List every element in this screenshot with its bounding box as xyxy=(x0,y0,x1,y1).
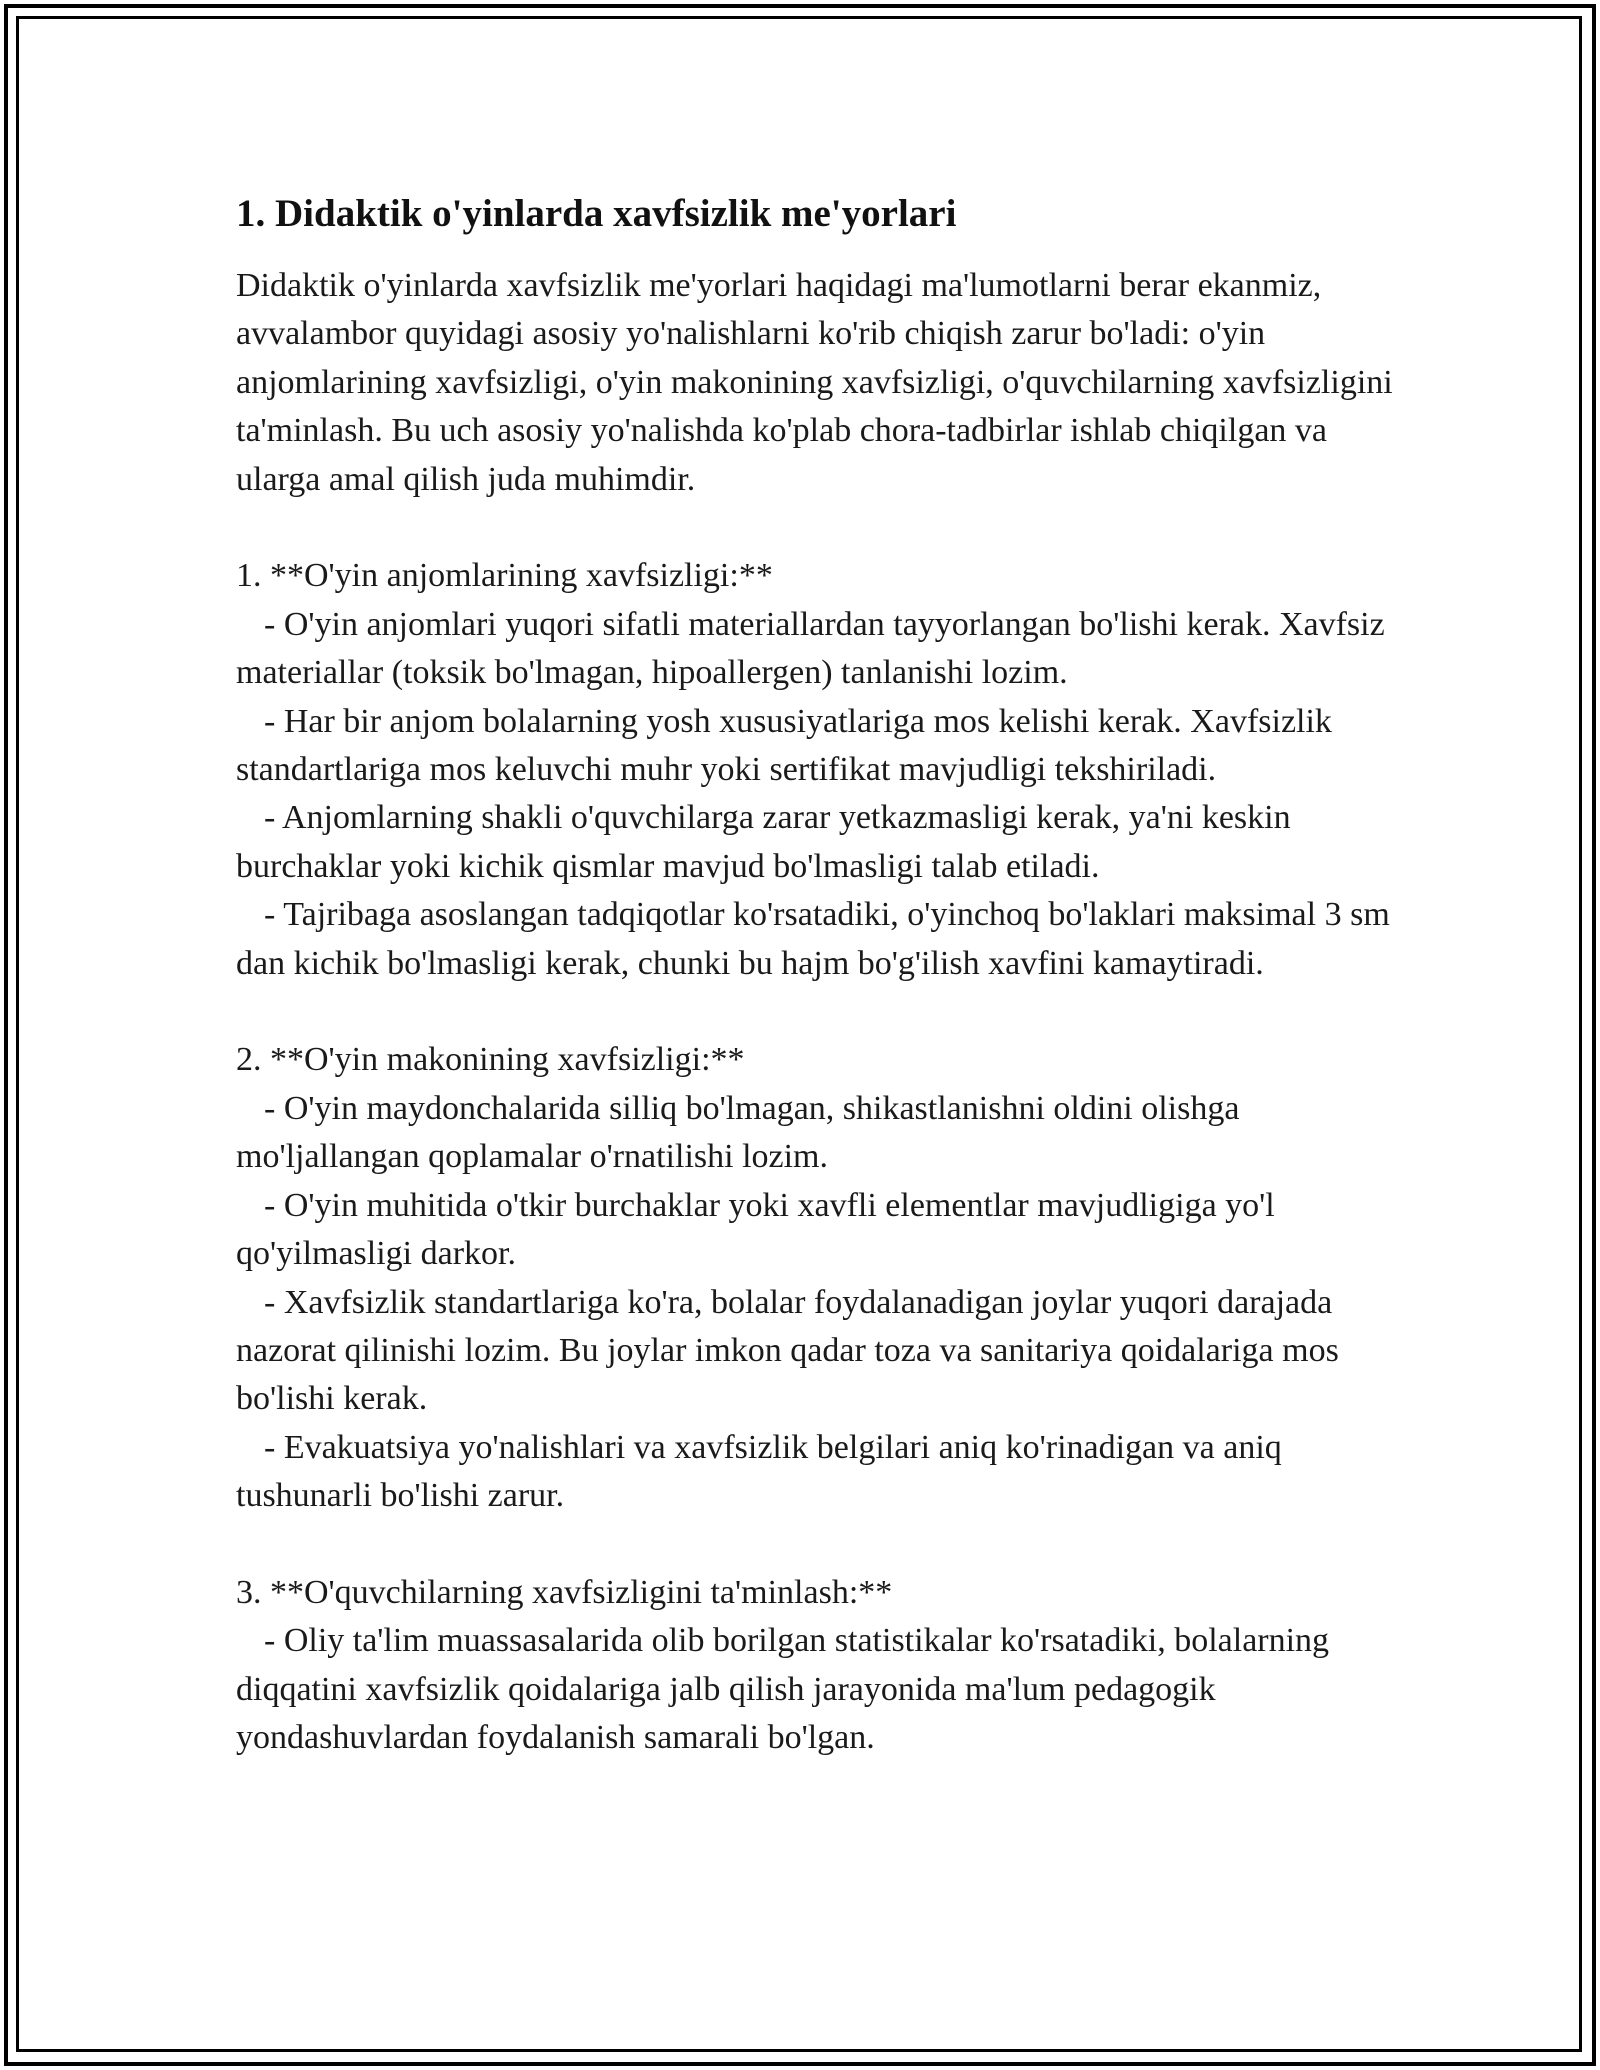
spacer xyxy=(236,504,1396,552)
bullet-item: - Oliy ta'lim muassasalarida olib borilgan statistikalar ko'rsatadiki, bolalarning diqqatini xavfsizlik qoidalariga jalb qilish jarayonida ma'lum pedagogik yondashuvlardan foydalanish samarali bo'lgan. xyxy=(236,1622,1330,1757)
section-title: 1. **O'yin anjomlarining xavfsizligi:** xyxy=(236,557,773,595)
document-body xyxy=(236,186,1396,1763)
bullet-item: - O'yin maydonchalarida silliq bo'lmagan, shikastlanishni oldini olishga mo'ljallangan qoplamalar o'rnatilishi lozim. xyxy=(236,1089,1240,1176)
section-1 xyxy=(236,552,1396,988)
section-title: 2. **O'yin makonining xavfsizligi:** xyxy=(236,1041,745,1079)
spacer xyxy=(236,988,1396,1036)
bullet-item: - Evakuatsiya yo'nalishlari va xavfsizlik belgilari aniq ko'rinadigan va aniq tushunarli bo'lishi zarur. xyxy=(236,1428,1282,1515)
bullet-item: - Har bir anjom bolalarning yosh xususiyatlariga mos kelishi kerak. Xavfsizlik standartlariga mos keluvchi muhr yoki sertifikat mavjudligi tekshiriladi. xyxy=(236,702,1332,789)
bullet-item: - Tajribaga asoslangan tadqiqotlar ko'rsatadiki, o'yinchoq bo'laklari maksimal 3 sm dan kichik bo'lmasligi kerak, chunki bu hajm bo'g'ilish xavfini kamaytiradi. xyxy=(236,896,1390,982)
section-title: 3. **O'quvchilarning xavfsizligini ta'minlash:** xyxy=(236,1573,893,1611)
intro-paragraph: Didaktik o'yinlarda xavfsizlik me'yorlari haqidagi ma'lumotlarni berar ekanmiz, avvalambor quyidagi asosiy yo'nalishlarni ko'rib chiqish zarur bo'ladi: o'yin anjomlarining xavfsizligi, o'yin makonining xavfsizligi, o'quvchilarning xavfsizligini ta'minlash. Bu uch asosiy yo'nalishda ko'plab chora-tadbirlar ishlab chiqilgan va ularga amal qilish juda muhimdir. xyxy=(236,267,1393,498)
section-3 xyxy=(236,1569,1396,1763)
spacer xyxy=(236,1521,1396,1569)
section-2 xyxy=(236,1036,1396,1520)
bullet-item: - Xavfsizlik standartlariga ko'ra, bolalar foydalanadigan joylar yuqori darajada nazorat qilinishi lozim. Bu joylar imkon qadar toza va sanitariya qoidalariga mos bo'lishi kerak. xyxy=(236,1283,1339,1418)
bullet-item: - O'yin anjomlari yuqori sifatli materiallardan tayyorlangan bo'lishi kerak. Xavfsiz materiallar (toksik bo'lmagan, hipoallergen) tanlanishi lozim. xyxy=(236,605,1385,692)
document-heading: 1. Didaktik o'yinlarda xavfsizlik me'yorlari xyxy=(236,192,957,235)
bullet-item: - O'yin muhitida o'tkir burchaklar yoki xavfli elementlar mavjudligiga yo'l qo'yilmasligi darkor. xyxy=(236,1186,1275,1273)
bullet-item: - Anjomlarning shakli o'quvchilarga zarar yetkazmasligi kerak, ya'ni keskin burchaklar yoki kichik qismlar mavjud bo'lmasligi talab etiladi. xyxy=(236,799,1291,885)
